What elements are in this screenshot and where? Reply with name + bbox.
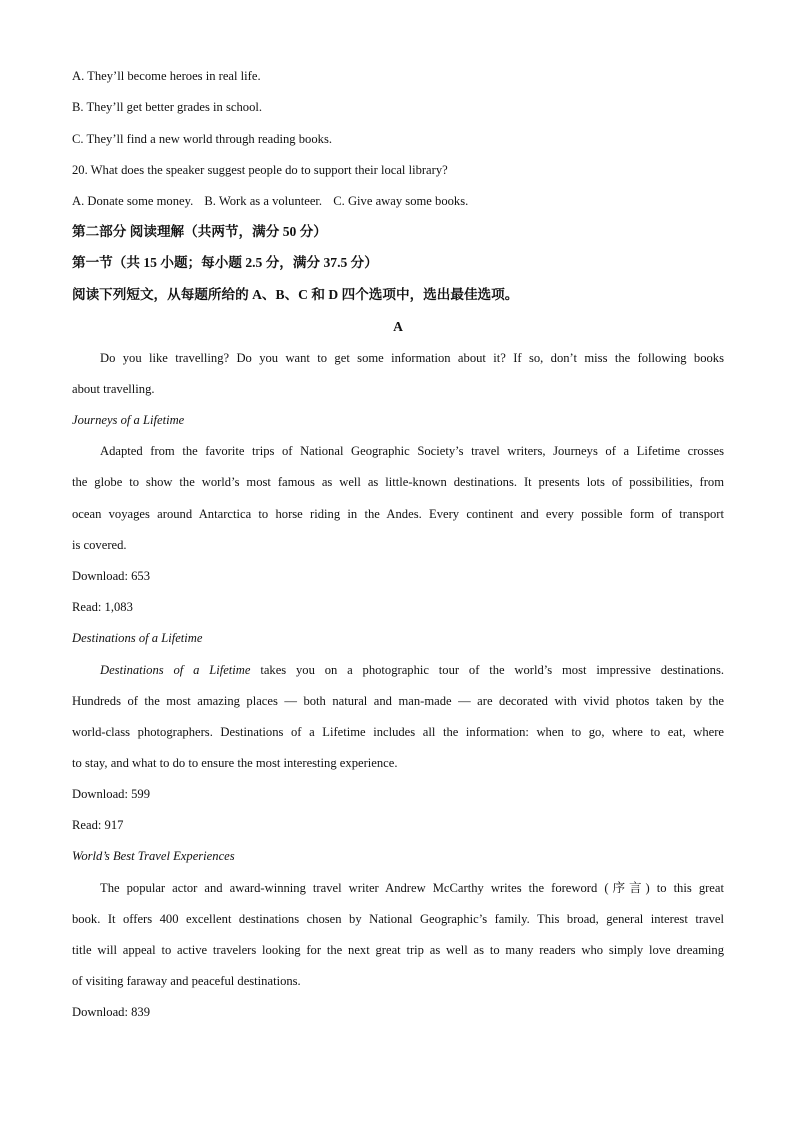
passage-label: A [393, 319, 403, 334]
book2-line-4: to stay, and what to do to ensure the most interesting experience. [72, 756, 398, 770]
book3-line-4: of visiting faraway and peaceful destinations. [72, 974, 301, 988]
intro-line-2: about travelling. [72, 382, 155, 396]
book1-title: Journeys of a Lifetime [72, 413, 185, 427]
book3-download: Download: 839 [72, 1005, 151, 1019]
q19-option-a: A. They’ll become heroes in real life. [72, 69, 261, 83]
q20-options [72, 193, 724, 209]
book3-title: World’s Best Travel Experiences [72, 849, 235, 863]
book2-line-3: world-class photographers. Destinations of a Lifetime includes all the information: when to go, where to eat, where [72, 725, 724, 739]
book2-line-1 [100, 662, 724, 678]
book3-line-3: title will appeal to active travelers looking for the next great trip as well as to many readers who simply love dreaming [72, 943, 724, 957]
book3-line-1: The popular actor and award-winning travel writer Andrew McCarthy writes the foreword (序言) to this great [100, 881, 724, 895]
book2-line-1-text: takes you on a photographic tour of the world’s most impressive destinations. [250, 663, 725, 677]
reading-instruction: 阅读下列短文，从每题所给的 A、B、C 和 D 四个选项中，选出最佳选项。 [72, 287, 519, 302]
intro-line-1: Do you like travelling? Do you want to get some information about it? If so, don’t miss the following books [100, 351, 724, 365]
book2-line-2: Hundreds of the most amazing places — both natural and man-made — are decorated with vivid photos taken by the [72, 694, 724, 708]
book1-read: Read: 1,083 [72, 600, 133, 614]
q19-option-c: C. They’ll find a new world through reading books. [72, 132, 332, 146]
book2-read: Read: 917 [72, 818, 124, 832]
book2-download: Download: 599 [72, 787, 151, 801]
q20-option-a: A. Donate some money. [72, 194, 194, 208]
book1-line-1: Adapted from the favorite trips of National Geographic Society’s travel writers, Journeys of a Lifetime crosses [100, 444, 724, 458]
book2-inline-title: Destinations of a Lifetime [100, 663, 251, 677]
q20-stem: 20. What does the speaker suggest people do to support their local library? [72, 163, 448, 177]
book1-line-2: the globe to show the world’s most famous as well as little-known destinations. It presents lots of possibilities, from [72, 475, 724, 489]
book1-line-4: is covered. [72, 538, 127, 552]
book1-download: Download: 653 [72, 569, 151, 583]
part2-heading: 第二部分 阅读理解（共两节，满分 50 分） [72, 224, 327, 239]
section1-heading: 第一节（共 15 小题；每小题 2.5 分，满分 37.5 分） [72, 255, 378, 270]
book1-line-3: ocean voyages around Antarctica to horse riding in the Andes. Every continent and every possible form of transport [72, 507, 724, 521]
q20-option-b: B. Work as a volunteer. [204, 194, 323, 208]
q19-option-b: B. They’ll get better grades in school. [72, 100, 263, 114]
book3-line-2: book. It offers 400 excellent destinations chosen by National Geographic’s family. This broad, general interest travel [72, 912, 724, 926]
book2-title: Destinations of a Lifetime [72, 631, 203, 645]
q20-option-c: C. Give away some books. [333, 194, 469, 208]
